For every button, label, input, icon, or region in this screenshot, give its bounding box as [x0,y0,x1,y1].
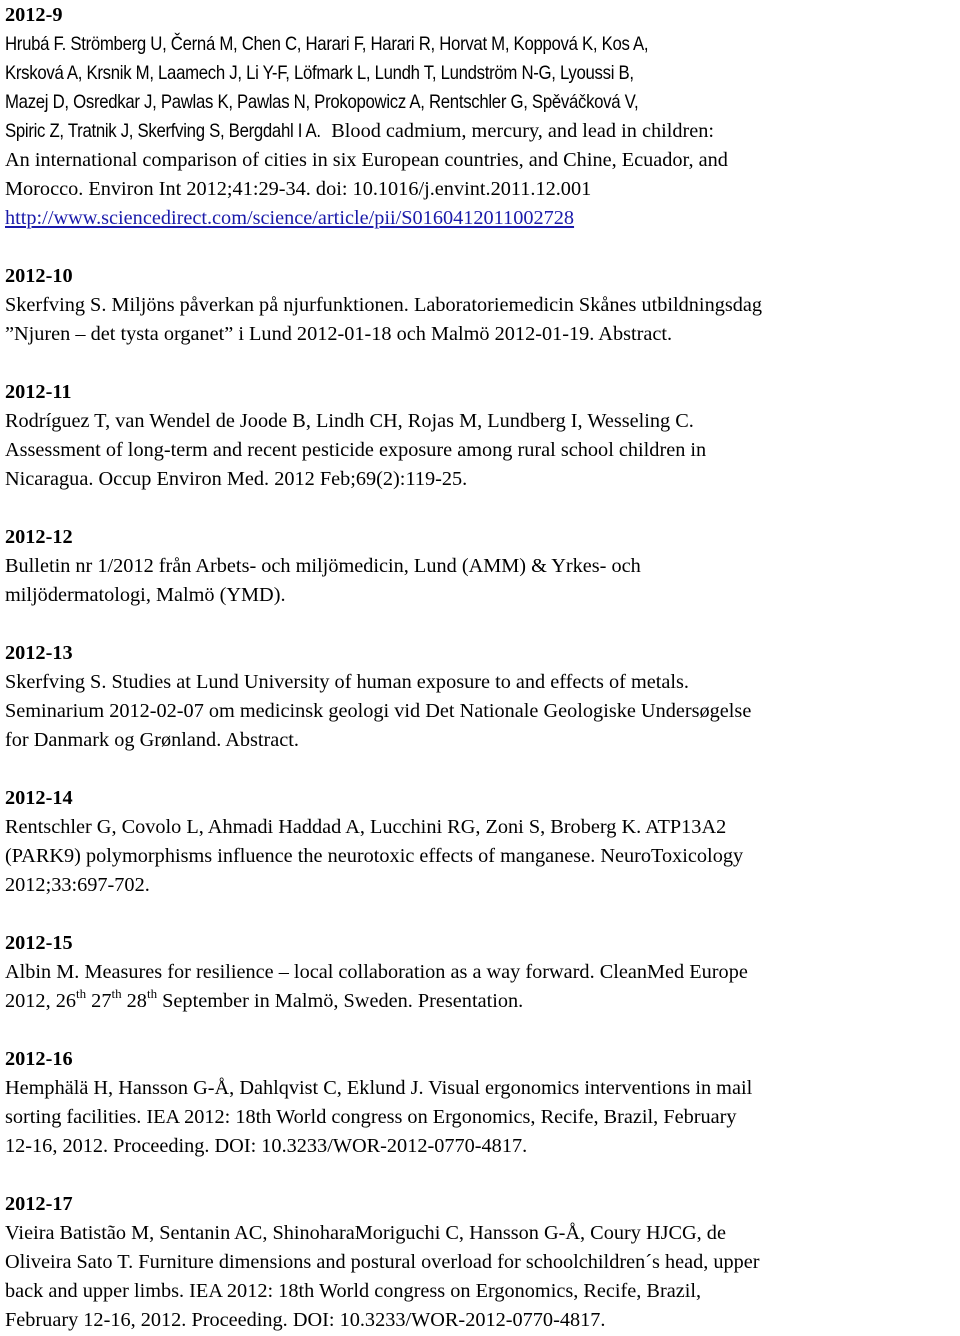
entry-number: 2012-17 [5,1193,73,1215]
entry-text-line [5,117,957,146]
ordinal-suffix: th [111,986,122,1001]
event-text: September in Malmö, Sweden. Presentation. [157,990,524,1012]
publication-entry [5,784,957,900]
title-text: Blood cadmium, mercury, and lead in children: [326,120,715,142]
entry-text-line: Nicaragua. Occup Environ Med. 2012 Feb;69(2):119-25. [5,468,468,490]
entry-text-line: Skerfving S. Studies at Lund University of human exposure to and effects of metals. [5,671,689,693]
authors-text: Mazej D, Osredkar J, Pawlas K, Pawlas N, Prokopowicz A, Rentschler G, Spěváčková V, [5,91,639,113]
article-link[interactable]: http://www.sciencedirect.com/science/article/pii/S0160412011002728 [5,207,575,229]
entry-text-line: Hemphälä H, Hansson G-Å, Dahlqvist C, Eklund J. Visual ergonomics interventions in mail [5,1077,753,1099]
entry-text-line [5,59,957,88]
entry-text-line [5,88,957,117]
entry-text-line: Rentschler G, Covolo L, Ahmadi Haddad A, Lucchini RG, Zoni S, Broberg K. ATP13A2 [5,816,727,838]
authors-text: Hrubá F. Strömberg U, Černá M, Chen C, Harari F, Harari R, Horvat M, Koppová K, Kos A, [5,33,649,55]
entry-text-line: Oliveira Sato T. Furniture dimensions and postural overload for schoolchildren´s head, upper [5,1251,760,1273]
entry-text-line: ”Njuren – det tysta organet” i Lund 2012-01-18 och Malmö 2012-01-19. Abstract. [5,323,673,345]
entry-text-line: Bulletin nr 1/2012 från Arbets- och miljömedicin, Lund (AMM) & Yrkes- och [5,555,641,577]
publication-entry [5,378,957,494]
entry-number: 2012-13 [5,642,73,664]
date-text: 27 [86,990,112,1012]
entry-number: 2012-14 [5,787,73,809]
entry-text-line: for Danmark og Grønland. Abstract. [5,729,299,751]
entry-text-line: Vieira Batistão M, Sentanin AC, ShinoharaMoriguchi C, Hansson G-Å, Coury HJCG, de [5,1222,726,1244]
publication-entry [5,1045,957,1161]
publication-entry [5,639,957,755]
entry-number: 2012-10 [5,265,73,287]
entry-text-line: Albin M. Measures for resilience – local collaboration as a way forward. CleanMed Europe [5,961,748,983]
publication-entry [5,262,957,349]
entry-text-line: Seminarium 2012-02-07 om medicinsk geologi vid Det Nationale Geologiske Undersøgelse [5,700,752,722]
entry-number: 2012-11 [5,381,72,403]
entry-text-line: Assessment of long-term and recent pesticide exposure among rural school children in [5,439,707,461]
publication-list [5,1,957,1335]
publication-entry [5,1,957,233]
ordinal-suffix: th [75,986,87,1001]
entry-text-line: 12-16, 2012. Proceeding. DOI: 10.3233/WOR-2012-0770-4817. [5,1135,528,1157]
entry-number: 2012-15 [5,932,73,954]
date-text: 2012, 26 [5,990,76,1012]
entry-text-line: miljödermatologi, Malmö (YMD). [5,584,286,606]
publication-entry [5,1190,957,1335]
entry-text-line: Morocco. Environ Int 2012;41:29-34. doi: 10.1016/j.envint.2011.12.001 [5,178,592,200]
date-text: 28 [121,990,147,1012]
ordinal-suffix: th [146,986,158,1001]
entry-text-line: sorting facilities. IEA 2012: 18th World congress on Ergonomics, Recife, Brazil, February [5,1106,737,1128]
entry-number: 2012-12 [5,526,73,548]
entry-text-line: (PARK9) polymorphisms influence the neurotoxic effects of manganese. NeuroToxicology [5,845,744,867]
publication-entry [5,523,957,610]
entry-text-line: back and upper limbs. IEA 2012: 18th World congress on Ergonomics, Recife, Brazil, [5,1280,702,1302]
authors-text: Spiric Z, Tratnik J, Skerfving S, Bergdahl I A. [5,120,321,142]
entry-text-line: February 12-16, 2012. Proceeding. DOI: 10.3233/WOR-2012-0770-4817. [5,1309,606,1331]
entry-text-line [5,30,957,59]
entry-text-line: Rodríguez T, van Wendel de Joode B, Lindh CH, Rojas M, Lundberg I, Wesseling C. [5,410,694,432]
entry-text-line: 2012;33:697-702. [5,874,150,896]
publication-entry [5,929,957,1016]
entry-text-line: Skerfving S. Miljöns påverkan på njurfunktionen. Laboratoriemedicin Skånes utbildningsdag [5,294,763,316]
entry-number: 2012-16 [5,1048,73,1070]
entry-text-line [5,987,957,1016]
entry-number: 2012-9 [5,4,63,26]
entry-text-line: An international comparison of cities in six European countries, and Chine, Ecuador, and [5,149,728,171]
authors-text: Krsková A, Krsnik M, Laamech J, Li Y-F, Löfmark L, Lundh T, Lundström N-G, Lyoussi B, [5,62,634,84]
